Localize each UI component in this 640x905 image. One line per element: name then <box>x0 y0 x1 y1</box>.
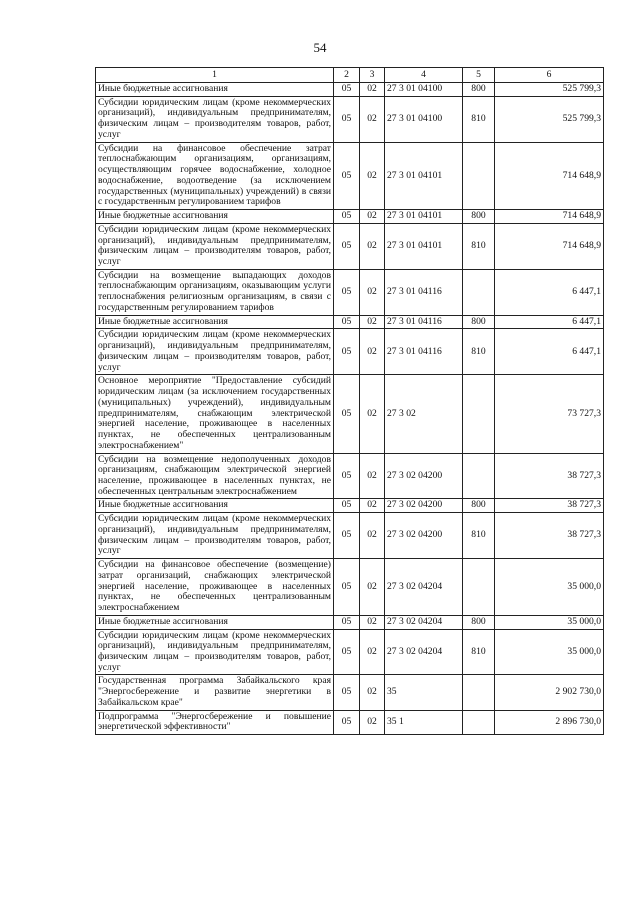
row-section: 05 <box>334 499 360 513</box>
row-subsection: 02 <box>360 513 385 559</box>
table-row <box>96 315 604 329</box>
row-section: 05 <box>334 710 360 734</box>
row-amount: 73 727,3 <box>495 375 604 453</box>
row-subsection: 02 <box>360 142 385 209</box>
row-section: 05 <box>334 629 360 675</box>
table-row <box>96 223 604 269</box>
row-section: 05 <box>334 513 360 559</box>
row-name: Субсидии юридическим лицам (кроме некоммерческих организаций), индивидуальным предпринимателям, физическим лицам – производителям товаров, работ, услуг <box>96 629 334 675</box>
table-row <box>96 615 604 629</box>
row-amount: 35 000,0 <box>495 615 604 629</box>
budget-table <box>95 67 604 735</box>
row-amount: 35 000,0 <box>495 559 604 616</box>
row-expense-type: 800 <box>463 315 495 329</box>
table-row <box>96 629 604 675</box>
row-subsection: 02 <box>360 223 385 269</box>
row-expense-type <box>463 559 495 616</box>
row-subsection: 02 <box>360 315 385 329</box>
row-amount: 38 727,3 <box>495 453 604 499</box>
row-amount: 714 648,9 <box>495 223 604 269</box>
row-subsection: 02 <box>360 710 385 734</box>
row-subsection: 02 <box>360 629 385 675</box>
row-expense-type <box>463 142 495 209</box>
row-target-code: 27 3 02 04204 <box>385 559 463 616</box>
row-name: Субсидии на финансовое обеспечение (возмещение) затрат организаций, снабжающих электрической энергией население, проживающее в населенных пунктах, не обеспеченных централизованным электроснабжением <box>96 559 334 616</box>
row-subsection: 02 <box>360 329 385 375</box>
row-amount: 38 727,3 <box>495 499 604 513</box>
row-name: Иные бюджетные ассигнования <box>96 210 334 224</box>
row-expense-type: 810 <box>463 629 495 675</box>
row-name: Субсидии юридическим лицам (кроме некоммерческих организаций), индивидуальным предпринимателям, физическим лицам – производителям товаров, работ, услуг <box>96 329 334 375</box>
row-section: 05 <box>334 375 360 453</box>
row-name: Субсидии на финансовое обеспечение затрат теплоснабжающим организациям, организациям, осуществляющим горячее водоснабжение, холодное водоснабжение, водоотведение (за исключением государственных (муниципальных) учреждений) в связи с государственным регулированием тарифов <box>96 142 334 209</box>
table-row <box>96 453 604 499</box>
table-header-row <box>96 68 604 83</box>
header-col-3: 3 <box>360 68 385 83</box>
row-subsection: 02 <box>360 615 385 629</box>
row-target-code: 27 3 01 04100 <box>385 96 463 142</box>
table-row <box>96 513 604 559</box>
row-subsection: 02 <box>360 559 385 616</box>
row-amount: 6 447,1 <box>495 269 604 315</box>
row-section: 05 <box>334 559 360 616</box>
row-expense-type: 810 <box>463 329 495 375</box>
row-amount: 525 799,3 <box>495 83 604 97</box>
row-section: 05 <box>334 675 360 710</box>
row-expense-type: 800 <box>463 499 495 513</box>
row-target-code: 27 3 02 <box>385 375 463 453</box>
row-name: Иные бюджетные ассигнования <box>96 83 334 97</box>
row-expense-type <box>463 269 495 315</box>
header-col-5: 5 <box>463 68 495 83</box>
row-amount: 35 000,0 <box>495 629 604 675</box>
row-target-code: 27 3 02 04200 <box>385 513 463 559</box>
row-name: Субсидии юридическим лицам (кроме некоммерческих организаций), индивидуальным предпринимателям, физическим лицам – производителям товаров, работ, услуг <box>96 223 334 269</box>
row-section: 05 <box>334 96 360 142</box>
table-row <box>96 96 604 142</box>
table-row <box>96 499 604 513</box>
row-amount: 714 648,9 <box>495 210 604 224</box>
row-amount: 2 902 730,0 <box>495 675 604 710</box>
header-col-6: 6 <box>495 68 604 83</box>
table-row <box>96 559 604 616</box>
row-section: 05 <box>334 269 360 315</box>
row-expense-type: 810 <box>463 96 495 142</box>
row-subsection: 02 <box>360 210 385 224</box>
table-row <box>96 375 604 453</box>
row-name: Субсидии на возмещение недополученных доходов организациям, снабжающим электрической энергией население, проживающее в населенных пунктах, не обеспеченных центральным электроснабжением <box>96 453 334 499</box>
row-expense-type: 810 <box>463 223 495 269</box>
row-name: Иные бюджетные ассигнования <box>96 499 334 513</box>
row-subsection: 02 <box>360 83 385 97</box>
row-target-code: 27 3 01 04116 <box>385 315 463 329</box>
row-expense-type: 800 <box>463 83 495 97</box>
table-row <box>96 710 604 734</box>
row-amount: 38 727,3 <box>495 513 604 559</box>
row-target-code: 27 3 01 04100 <box>385 83 463 97</box>
row-expense-type <box>463 453 495 499</box>
row-name: Основное мероприятие "Предоставление субсидий юридическим лицам (за исключением государственных (муниципальных) учреждений), индивидуальным предпринимателям, снабжающим электрической энергией население, проживающее в населенных пунктах, не обеспеченных централизованным электроснабжением" <box>96 375 334 453</box>
row-name: Субсидии на возмещение выпадающих доходов теплоснабжающим организациям, оказывающим услуги теплоснабжения религиозным организациям, в связи с государственным регулированием тарифов <box>96 269 334 315</box>
row-name: Субсидии юридическим лицам (кроме некоммерческих организаций), индивидуальным предпринимателям, физическим лицам – производителям товаров, работ, услуг <box>96 513 334 559</box>
row-subsection: 02 <box>360 375 385 453</box>
row-expense-type: 810 <box>463 513 495 559</box>
row-name: Иные бюджетные ассигнования <box>96 315 334 329</box>
row-section: 05 <box>334 329 360 375</box>
row-target-code: 27 3 01 04101 <box>385 142 463 209</box>
table-row <box>96 329 604 375</box>
row-target-code: 27 3 02 04200 <box>385 499 463 513</box>
row-section: 05 <box>334 223 360 269</box>
row-target-code: 27 3 01 04116 <box>385 269 463 315</box>
row-section: 05 <box>334 315 360 329</box>
row-subsection: 02 <box>360 269 385 315</box>
row-expense-type <box>463 710 495 734</box>
row-subsection: 02 <box>360 453 385 499</box>
header-col-1: 1 <box>96 68 334 83</box>
page-number: 54 <box>313 40 327 55</box>
row-target-code: 35 <box>385 675 463 710</box>
table-row <box>96 142 604 209</box>
row-target-code: 27 3 01 04101 <box>385 223 463 269</box>
row-amount: 2 896 730,0 <box>495 710 604 734</box>
row-expense-type: 800 <box>463 615 495 629</box>
table-row <box>96 210 604 224</box>
row-section: 05 <box>334 453 360 499</box>
row-subsection: 02 <box>360 675 385 710</box>
row-target-code: 27 3 02 04200 <box>385 453 463 499</box>
row-expense-type <box>463 675 495 710</box>
row-name: Иные бюджетные ассигнования <box>96 615 334 629</box>
table-row <box>96 269 604 315</box>
row-section: 05 <box>334 210 360 224</box>
row-target-code: 27 3 01 04101 <box>385 210 463 224</box>
row-amount: 525 799,3 <box>495 96 604 142</box>
row-amount: 6 447,1 <box>495 315 604 329</box>
header-col-4: 4 <box>385 68 463 83</box>
row-amount: 714 648,9 <box>495 142 604 209</box>
row-target-code: 27 3 02 04204 <box>385 629 463 675</box>
row-subsection: 02 <box>360 96 385 142</box>
row-expense-type: 800 <box>463 210 495 224</box>
row-target-code: 35 1 <box>385 710 463 734</box>
row-subsection: 02 <box>360 499 385 513</box>
row-expense-type <box>463 375 495 453</box>
row-amount: 6 447,1 <box>495 329 604 375</box>
table-row <box>96 83 604 97</box>
header-col-2: 2 <box>334 68 360 83</box>
row-target-code: 27 3 02 04204 <box>385 615 463 629</box>
row-name: Государственная программа Забайкальского края "Энергосбережение и развитие энергетики в Забайкальском крае" <box>96 675 334 710</box>
row-name: Субсидии юридическим лицам (кроме некоммерческих организаций), индивидуальным предпринимателям, физическим лицам – производителям товаров, работ, услуг <box>96 96 334 142</box>
row-section: 05 <box>334 615 360 629</box>
table-row <box>96 675 604 710</box>
row-section: 05 <box>334 83 360 97</box>
row-target-code: 27 3 01 04116 <box>385 329 463 375</box>
row-name: Подпрограмма "Энергосбережение и повышение энергетической эффективности" <box>96 710 334 734</box>
row-section: 05 <box>334 142 360 209</box>
